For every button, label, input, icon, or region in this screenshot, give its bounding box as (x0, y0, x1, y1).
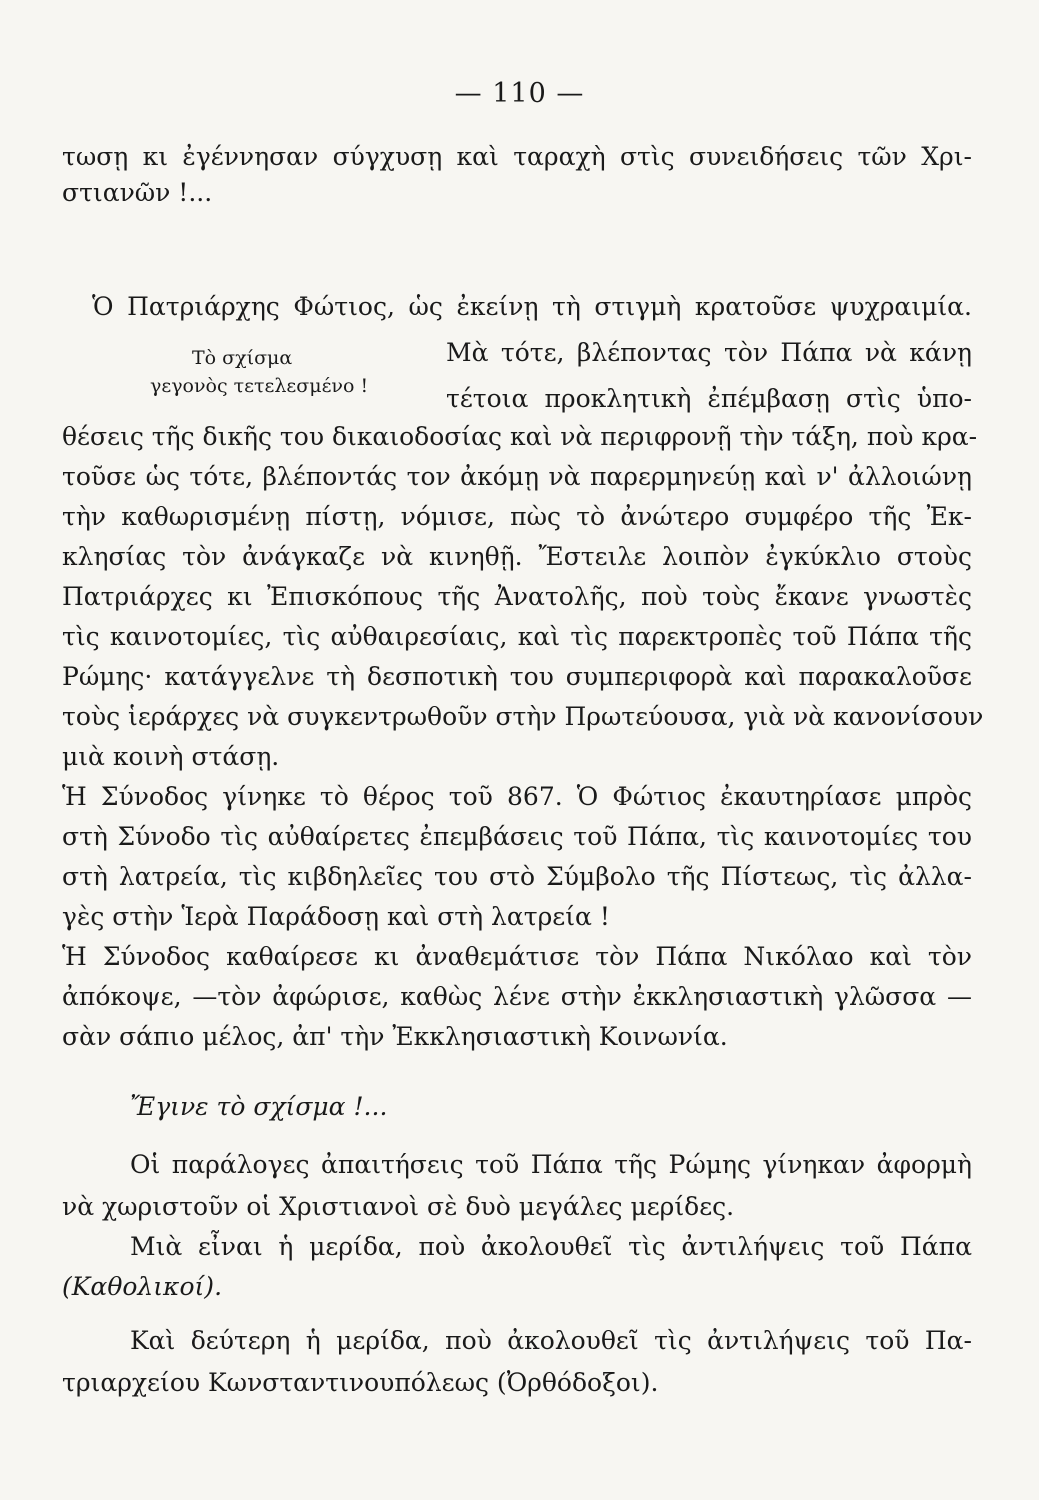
text-line: γὲς στὴν Ἱερὰ Παράδοσῃ καὶ στὴ λατρεία ! (62, 902, 610, 931)
text-line: τοὺς ἱεράρχες νὰ συγκεντρωθοῦν στὴν Πρωτεύουσα, γιὰ νὰ κανονίσουν (62, 702, 984, 731)
text-line: στιανῶν !... (62, 178, 213, 207)
text-line: Ἔγινε τὸ σχίσμα !... (130, 1092, 388, 1121)
text-line: τωσῃ κι ἐγέννησαν σύγχυσῃ καὶ ταραχὴ στὶς συνειδήσεις τῶν Χρι- (62, 142, 972, 171)
text-line: (Καθολικοί). (62, 1272, 223, 1301)
text-line: τριαρχείου Κωνσταντινουπόλεως (Ὀρθόδοξοι). (62, 1368, 659, 1397)
text-line: στὴ λατρεία, τὶς κιβδηλεῖες του στὸ Σύμβολο τῆς Πίστεως, τὶς ἀλλα- (62, 862, 972, 891)
text-line: Μιὰ εἶναι ἡ μερίδα, ποὺ ἀκολουθεῖ τὶς ἀντιλήψεις τοῦ Πάπα (130, 1232, 972, 1261)
text-line: θέσεις τῆς δικῆς του δικαιοδοσίας καὶ νὰ περιφρονῇ τὴν τάξη, ποὺ κρα- (62, 422, 978, 451)
text-line: Ἡ Σύνοδος γίνηκε τὸ θέρος τοῦ 867. Ὁ Φώτιος ἐκαυτηρίασε μπρὸς (62, 782, 972, 811)
margin-note: Τὸ σχίσμα (192, 347, 293, 369)
text-line: Ἡ Σύνοδος καθαίρεσε κι ἀναθεμάτισε τὸν Πάπα Νικόλαο καὶ τὸν (62, 942, 972, 971)
text-line: σὰν σάπιο μέλος, ἀπ' τὴν Ἐκκλησιαστικὴ Κοινωνία. (62, 1022, 728, 1051)
page-number: — 110 — (454, 78, 585, 109)
text-line: τὶς καινοτομίες, τὶς αὐθαιρεσίαις, καὶ τὶς παρεκτροπὲς τοῦ Πάπα τῆς (62, 622, 972, 651)
text-line: κλησίας τὸν ἀνάγκαζε νὰ κινηθῇ. Ἔστειλε λοιπὸν ἐγκύκλιο στοὺς (62, 542, 972, 571)
text-line: Καὶ δεύτερη ἡ μερίδα, ποὺ ἀκολουθεῖ τὶς ἀντιλήψεις τοῦ Πα- (130, 1326, 972, 1355)
text-line: τοῦσε ὡς τότε, βλέποντάς τον ἀκόμῃ νὰ παρερμηνεύῃ καὶ ν' ἀλλοιώνῃ (62, 462, 972, 491)
text-line: Πατριάρχες κι Ἐπισκόπους τῆς Ἀνατολῆς, ποὺ τοὺς ἔκανε γνωστὲς (62, 582, 972, 611)
text-line: Μὰ τότε, βλέποντας τὸν Πάπα νὰ κάνῃ (446, 338, 972, 367)
margin-note: γεγονὸς τετελεσμένο ! (150, 375, 369, 397)
text-line: τὴν καθωρισμένῃ πίστῃ, νόμισε, πὼς τὸ ἀνώτερο συμφέρο τῆς Ἐκ- (62, 502, 972, 531)
text-line: ἀπόκοψε, —τὸν ἀφώρισε, καθὼς λένε στὴν ἐκκλησιαστικὴ γλῶσσα — (62, 982, 972, 1011)
text-line: Ρώμης· κατάγγελνε τὴ δεσποτικὴ του συμπεριφορὰ καὶ παρακαλοῦσε (62, 662, 972, 691)
text-line: τέτοια προκλητικὴ ἐπέμβασῃ στὶς ὑπο- (446, 384, 972, 413)
text-line: Οἱ παράλογες ἀπαιτήσεις τοῦ Πάπα τῆς Ρώμης γίνηκαν ἀφορμὴ (130, 1150, 972, 1179)
text-line: νὰ χωριστοῦν οἱ Χριστιανοὶ σὲ δυὸ μεγάλες μερίδες. (62, 1192, 735, 1221)
text-line: μιὰ κοινὴ στάσῃ. (62, 742, 280, 771)
text-line: Ὁ Πατριάρχης Φώτιος, ὡς ἐκείνῃ τὴ στιγμὴ κρατοῦσε ψυχραιμία. (92, 292, 972, 321)
text-line: στὴ Σύνοδο τὶς αὐθαίρετες ἐπεμβάσεις τοῦ Πάπα, τὶς καινοτομίες του (62, 822, 972, 851)
